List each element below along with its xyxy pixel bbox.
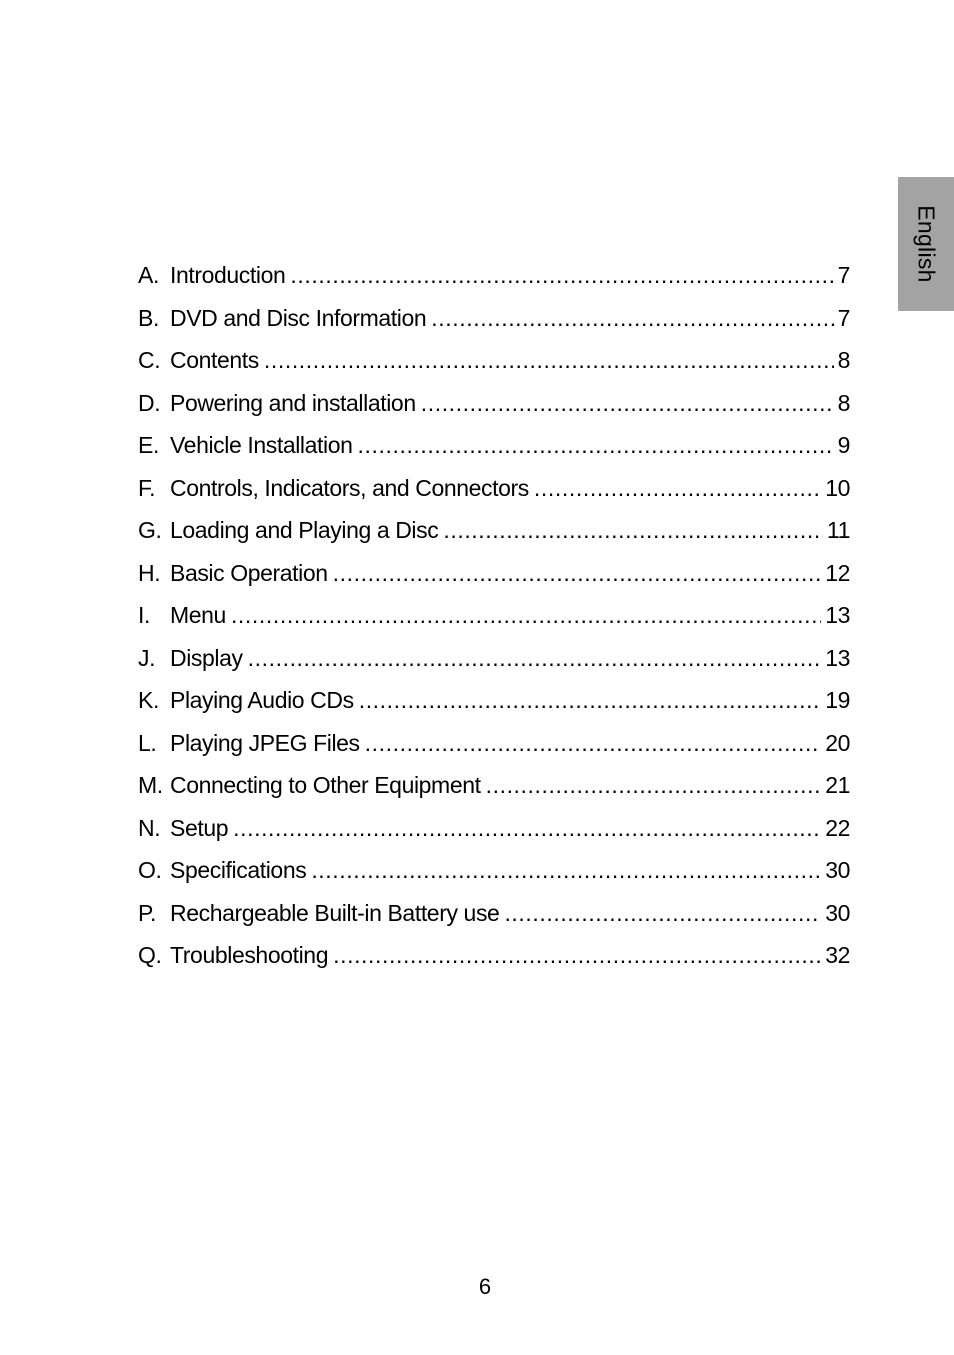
toc-entry-letter: O.	[138, 857, 162, 883]
toc-dot-leader	[431, 305, 833, 332]
toc-dot-leader	[486, 772, 822, 799]
toc-entry-letter: B.	[138, 304, 159, 331]
toc-entry-page: 9	[837, 432, 850, 458]
toc-entry-title: Rechargeable Built-in Battery use	[170, 899, 500, 926]
toc-entry-j[interactable]	[138, 645, 850, 688]
toc-entry-title: Playing Audio CDs	[170, 687, 354, 713]
toc-entry-title: Playing JPEG Files	[170, 729, 360, 756]
toc-dot-leader	[231, 602, 821, 629]
toc-entry-letter: A.	[138, 262, 159, 288]
toc-entry-title: Display	[170, 644, 243, 671]
toc-entry-page: 30	[825, 899, 850, 926]
toc-entry-page: 20	[825, 729, 850, 756]
toc-entry-g[interactable]	[138, 517, 850, 560]
toc-entry-title: Troubleshooting	[170, 942, 329, 968]
toc-entry-letter: K.	[138, 687, 159, 713]
toc-entry-letter: L.	[138, 729, 157, 756]
toc-dot-leader	[359, 687, 822, 714]
toc-entry-h[interactable]	[138, 560, 850, 603]
language-tab	[898, 177, 954, 311]
toc-entry-title: Loading and Playing a Disc	[170, 517, 439, 543]
toc-entry-letter: P.	[138, 899, 156, 926]
toc-entry-page: 11	[826, 517, 850, 543]
toc-dot-leader	[248, 645, 822, 672]
toc-entry-letter: C.	[138, 347, 161, 373]
toc-entry-page: 13	[825, 644, 850, 671]
toc-entry-title: Menu	[170, 602, 226, 628]
toc-entry-letter: D.	[138, 389, 161, 416]
toc-entry-page: 8	[837, 347, 850, 373]
toc-dot-leader	[443, 517, 823, 544]
toc-entry-page: 13	[825, 602, 850, 628]
toc-entry-title: Powering and installation	[170, 389, 416, 416]
toc-entry-title: Specifications	[170, 857, 307, 883]
toc-entry-page: 10	[825, 474, 850, 501]
toc-entry-o[interactable]	[138, 857, 850, 900]
toc-entry-letter: M.	[138, 772, 163, 798]
toc-entry-page: 7	[837, 304, 850, 331]
toc-entry-f[interactable]	[138, 475, 850, 518]
toc-dot-leader	[421, 390, 834, 417]
toc-entry-letter: I.	[138, 602, 150, 628]
toc-entry-title: Setup	[170, 814, 229, 841]
toc-entry-page: 22	[825, 814, 850, 841]
toc-entry-title: Introduction	[170, 262, 286, 288]
toc-entry-title: Connecting to Other Equipment	[170, 772, 481, 798]
toc-entry-page: 19	[825, 687, 850, 713]
toc-entry-d[interactable]	[138, 390, 850, 433]
toc-entry-a[interactable]	[138, 262, 850, 305]
toc-entry-title: Controls, Indicators, and Connectors	[170, 474, 529, 501]
toc-dot-leader	[358, 432, 834, 459]
toc-entry-q[interactable]	[138, 942, 850, 985]
toc-dot-leader	[311, 857, 821, 884]
toc-dot-leader	[290, 262, 833, 289]
toc-entry-title: Vehicle Installation	[170, 432, 353, 458]
language-tab-label: English	[913, 205, 940, 283]
toc-entry-letter: F.	[138, 474, 156, 501]
toc-entry-e[interactable]	[138, 432, 850, 475]
toc-entry-title: Contents	[170, 347, 259, 373]
toc-entry-letter: J.	[138, 644, 156, 671]
toc-dot-leader	[264, 347, 834, 374]
toc-entry-page: 30	[825, 857, 850, 883]
toc-entry-page: 7	[837, 262, 850, 288]
toc-dot-leader	[333, 942, 821, 969]
toc-entry-b[interactable]	[138, 305, 850, 348]
toc-entry-letter: H.	[138, 559, 161, 586]
toc-entry-letter: Q.	[138, 942, 162, 968]
table-of-contents	[138, 262, 850, 985]
toc-entry-title: DVD and Disc Information	[170, 304, 427, 331]
toc-entry-l[interactable]	[138, 730, 850, 773]
toc-entry-k[interactable]	[138, 687, 850, 730]
page-number: 6	[478, 1274, 492, 1299]
toc-dot-leader	[233, 815, 821, 842]
toc-entry-p[interactable]	[138, 900, 850, 943]
toc-entry-letter: E.	[138, 432, 159, 458]
toc-dot-leader	[534, 475, 821, 502]
toc-entry-m[interactable]	[138, 772, 850, 815]
toc-dot-leader	[504, 900, 821, 927]
toc-entry-n[interactable]	[138, 815, 850, 858]
toc-entry-i[interactable]	[138, 602, 850, 645]
toc-entry-page: 8	[837, 389, 850, 416]
toc-entry-c[interactable]	[138, 347, 850, 390]
toc-entry-page: 21	[825, 772, 850, 798]
toc-entry-page: 32	[825, 942, 850, 968]
toc-entry-page: 12	[825, 559, 850, 586]
toc-dot-leader	[365, 730, 822, 757]
toc-entry-letter: G.	[138, 517, 162, 543]
toc-dot-leader	[333, 560, 822, 587]
toc-entry-letter: N.	[138, 814, 161, 841]
toc-entry-title: Basic Operation	[170, 559, 328, 586]
